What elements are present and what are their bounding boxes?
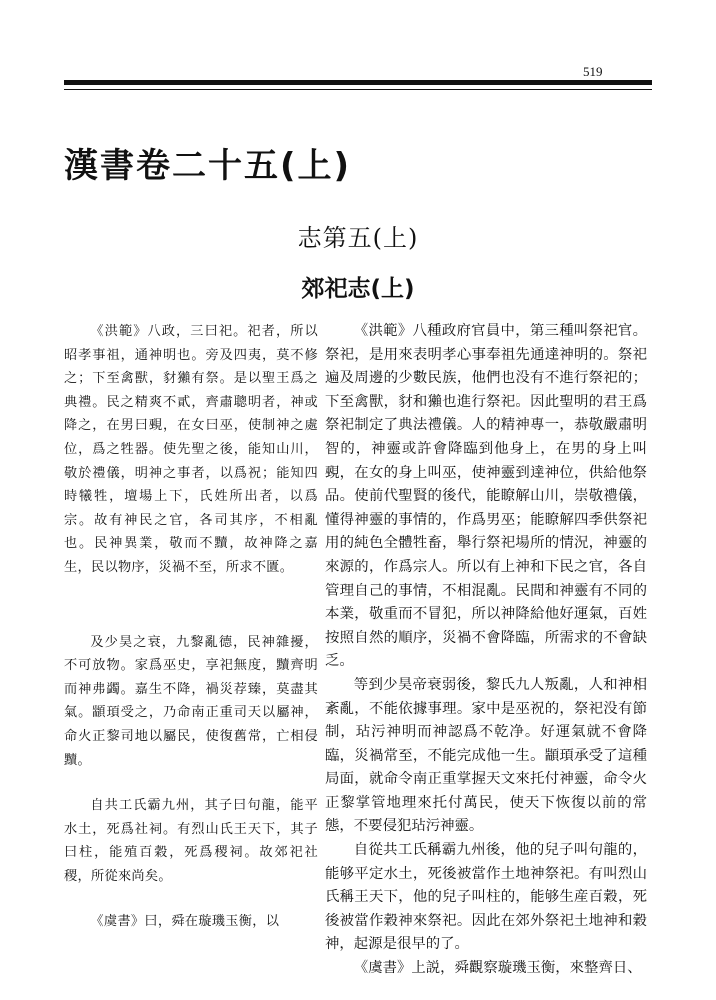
translation-paragraph: 《虞書》上説，舜觀察璇璣玉衡，來整齊日、	[353, 960, 642, 977]
header-rule-thin	[64, 89, 652, 90]
classical-paragraph: 自共工氏霸九州，其子曰句龍，能平水土，死爲社祠。有烈山氏王天下，其子曰柱，能殖百穀，死爲稷祠。故郊祀社稷，所從來尚矣。	[64, 798, 318, 884]
translation-paragraph: 自從共工氏稱霸九州後，他的兒子叫句龍的，能够平定水土，死後被當作土地神祭祀。有叫烈山氏稱王天下，他的兒子叫柱的，能够生産百穀，死後被當作穀神來祭祀。因此在郊外祭祀土地神和穀神，起源是很早的了。	[325, 842, 647, 953]
translation-text-column	[325, 320, 647, 981]
header-rule-thick	[64, 80, 652, 85]
book-title: 漢書卷二十五(上)	[64, 146, 352, 186]
translation-paragraph: 《洪範》八種政府官員中，第三種叫祭祀官。祭祀，是用來表明孝心事奉祖先通達神明的。祭祀遍及周邊的少數民族，他們也没有不進行祭祀的；下至禽獸，豺和獺也進行祭祀。因此聖明的君王爲祭祀制定了典法禮儀。人的精神專一，恭敬嚴肅明智的，神靈或許會降臨到他身上，在男的身上叫覡，在女的身上叫巫，使神靈到達神位，供給他祭品。使前代聖賢的後代，能瞭解山川，崇敬禮儀，懂得神靈的事情的，作爲男巫；能瞭解四季供祭祀用的純色全體牲畜，舉行祭祀場所的情況，神靈的來源的，作爲宗人。所以有上神和下民之官，各自管理自己的事情，不相混亂。民間和神靈有不同的本業，敬重而不冒犯，所以神降給他好運氣，百姓按照自然的順序，災禍不會降臨，所需求的不會缺乏。	[325, 323, 647, 670]
chapter-title: 郊祀志(上)	[301, 276, 415, 302]
classical-text-column	[64, 320, 318, 934]
classical-paragraph: 及少昊之衰，九黎亂德，民神雜擾，不可放物。家爲巫史，享祀無度，黷齊明而神弗蠲。嘉生不降，禍災荐臻，莫盡其氣。顓頊受之，乃命南正重司天以屬神，命火正黎司地以屬民，使復舊常，亡相侵黷。	[64, 634, 318, 768]
translation-paragraph: 等到少昊帝衰弱後，黎氏九人叛亂，人和神相紊亂，不能依據事理。家中是巫祝的，祭祀没有節制，玷污神明而神認爲不乾净。好運氣就不會降臨，災禍常至，不能完成他一生。顓頊承受了這種局面，就命令南正重掌握天文來托付神靈，命令火正黎掌管地理來托付萬民，使天下恢復以前的常態，不要侵犯玷污神靈。	[325, 676, 647, 835]
section-title: 志第五(上)	[297, 224, 419, 252]
classical-paragraph: 《虞書》曰，舜在璇璣玉衡，以	[90, 914, 280, 930]
classical-paragraph: 《洪範》八政，三曰祀。祀者，所以昭孝事祖，通神明也。旁及四夷，莫不修之；下至禽獸，豺獺有祭。是以聖王爲之典禮。民之精爽不貳，齊肅聰明者，神或降之，在男曰覡，在女曰巫，使制神之處位，爲之牲器。使先聖之後，能知山川，敬於禮儀，明神之事者，以爲祝；能知四時犧牲，壇場上下，氏姓所出者，以爲宗。故有神民之官，各司其序，不相亂也。民神異業，敬而不黷，故神降之嘉生，民以物序，災禍不至，所求不匱。	[64, 324, 318, 575]
page-number: 519	[583, 64, 603, 79]
